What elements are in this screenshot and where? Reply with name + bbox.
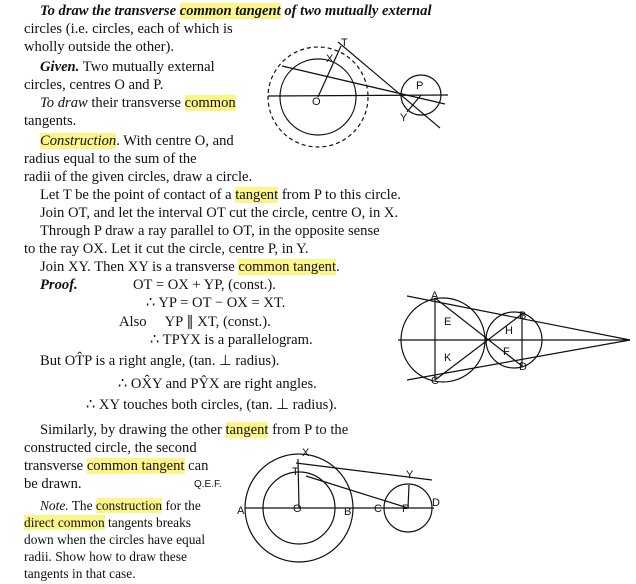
highlight: common tangent (238, 259, 337, 275)
fig1-label-O: O (312, 96, 321, 108)
fig3-label-Y: Y (406, 469, 414, 481)
note-line-5: tangents in that case. (24, 566, 136, 581)
similarly-line-2: constructed circle, the second (24, 440, 197, 456)
construction-line-3: radii of the given circles, draw a circle. (24, 169, 253, 185)
fig1-label-Y: Y (400, 112, 408, 124)
highlight: direct common (24, 515, 105, 530)
fig2-label-H: H (505, 325, 513, 337)
fig2-label-E: E (444, 316, 452, 328)
note-line-2: direct common tangents breaks (24, 515, 191, 530)
fig2-label-F: F (503, 346, 510, 358)
intro-line-1: To draw the transverse common tangent of two mutually external (40, 3, 432, 19)
todraw-line-2: tangents. (24, 113, 77, 129)
highlight: tangent (225, 422, 269, 438)
todraw-label: To draw (40, 95, 88, 111)
construction-line-2: radius equal to the sum of the (24, 151, 197, 167)
fig1-label-X: X (326, 53, 334, 65)
similarly-line-4: be drawn. (24, 476, 82, 492)
note-line-4: radii. Show how to draw these (24, 549, 187, 564)
tangent-TP (306, 476, 408, 508)
proof-row-3: Also YP ∥ XT, (const.). (119, 314, 271, 330)
proof-row-4: ∴ TPYX is a parallelogram. (150, 332, 313, 348)
construction-line-1: Construction. With centre O, and (40, 133, 234, 149)
given-line-1: Given. Two mutually external (40, 59, 215, 75)
note-label: Note. (40, 498, 69, 513)
fig2-label-B: B (519, 310, 527, 322)
qef-mark: Q.E.F. (194, 479, 222, 490)
fig3-label-O: O (293, 503, 302, 515)
fig3-label-T: T (292, 466, 299, 478)
note-line-3: down when the circles have equal (24, 532, 206, 547)
fig3-label-P: P (402, 503, 410, 515)
proof-row-7: ∴ XY touches both circles, (tan. ⊥ radius). (86, 397, 337, 413)
intro-line-2: circles (i.e. circles, each of which is (24, 21, 233, 37)
similarly-line-3: transverse common tangent can (24, 458, 209, 474)
fig1-label-T: T (341, 37, 348, 49)
fig3-label-D: D (432, 497, 440, 509)
note-line-1: Note. The construction for the (40, 498, 201, 513)
fig2-label-D: D (519, 361, 527, 373)
highlight: construction (95, 498, 163, 513)
highlight: common tangent (179, 3, 281, 19)
todraw-line-1: To draw their transverse common (40, 95, 236, 111)
construction-line-8: Join XY. Then XY is a transverse common tangent. (40, 259, 340, 275)
highlight: common (184, 95, 236, 111)
fig2-label-A: A (431, 290, 439, 302)
construction-label: Construction (40, 133, 117, 149)
intro-line-3: wholly outside the other). (24, 39, 174, 55)
construction-line-5: Join OT, and let the interval OT cut the circle, centre O, in X. (40, 205, 399, 221)
construction-line-7: to the ray OX. Let it cut the circle, centre P, in Y. (24, 241, 309, 257)
proof-label: Proof. (40, 277, 78, 293)
given-line-2: circles, centres O and P. (24, 77, 164, 93)
fig3-label-B: B (344, 506, 352, 518)
construction-line-4: Let T be the point of contact of a tangent from P to this circle. (40, 187, 401, 203)
fig3-label-C: C (374, 503, 382, 515)
fig3-label-X: X (302, 447, 310, 459)
fig2-label-C: C (431, 375, 439, 387)
fig2-label-K: K (444, 352, 452, 364)
given-label: Given. (40, 59, 80, 75)
highlight: tangent (235, 187, 279, 203)
fig3-label-A: A (237, 505, 245, 517)
proof-row-2: ∴ YP = OT − OX = XT. (146, 295, 286, 311)
similarly-line-1: Similarly, by drawing the other tangent from P to the (40, 422, 349, 438)
construction-line-6: Through P draw a ray parallel to OT, in the opposite sense (40, 223, 380, 239)
proof-row-5: But OT̂P is a right angle, (tan. ⊥ radius). (40, 353, 280, 369)
fig1-label-P: P (416, 80, 424, 92)
proof-row-1: OT = OX + YP, (const.). (133, 277, 276, 293)
highlight: common tangent (86, 458, 185, 474)
proof-row-6: ∴ OX̂Y and PŶX are right angles. (118, 376, 317, 392)
